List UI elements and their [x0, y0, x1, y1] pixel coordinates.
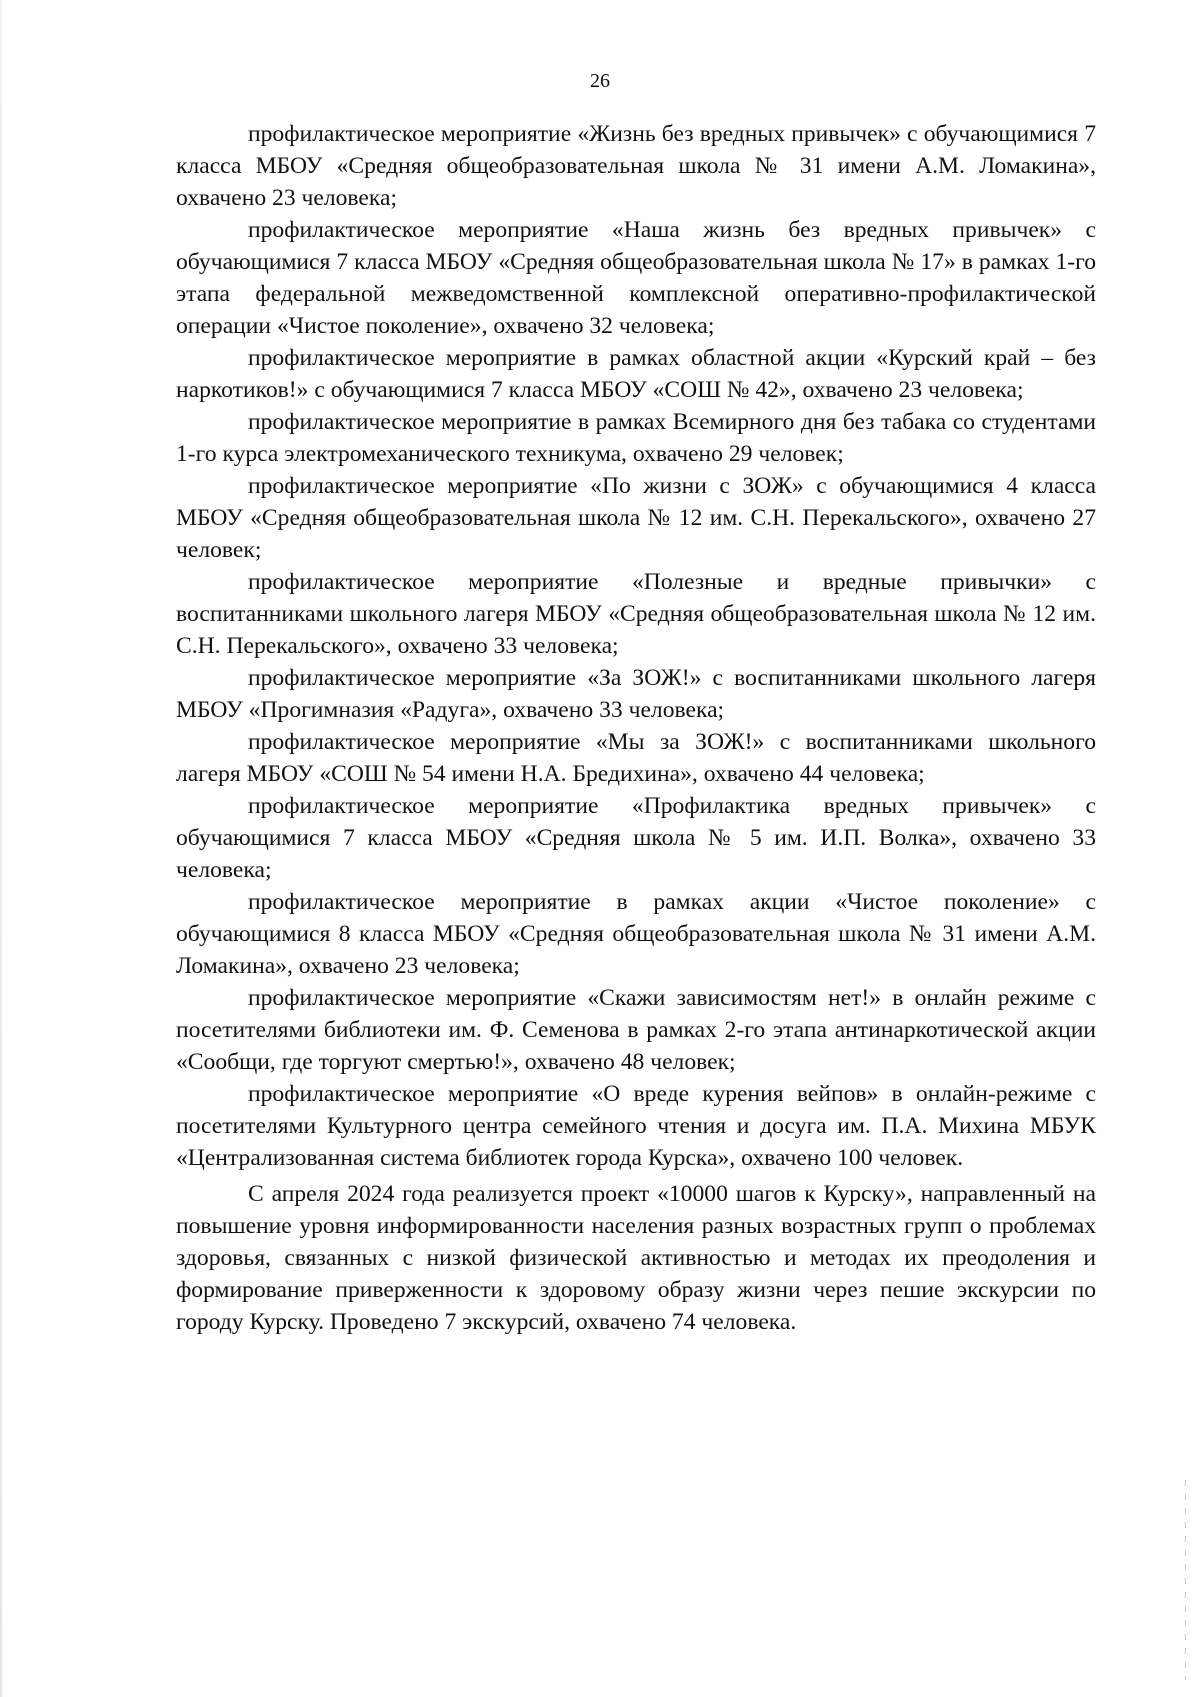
- paragraph-event-2: профилактическое мероприятие «Наша жизнь без вредных привычек» с обучающимися 7 класса МБОУ «Средняя общеобразовательная школа № 17» в рамках 1-го этапа федеральной межведомственной комплексной оперативно-профилактической операции «Чистое поколение», охвачено 32 человека;: [176, 217, 1096, 339]
- paragraph-event-4: профилактическое мероприятие в рамках Всемирного дня без табака со студентами 1-го курса электромеханического техникума, охвачено 29 человек;: [176, 409, 1096, 467]
- paragraph-event-5: профилактическое мероприятие «По жизни с ЗОЖ» с обучающимися 4 класса МБОУ «Средняя общеобразовательная школа № 12 им. С.Н. Перекальского», охвачено 27 человек;: [176, 473, 1096, 563]
- scan-edge-mark: [1185, 1480, 1186, 1680]
- paragraph-event-12: профилактическое мероприятие «О вреде курения вейпов» в онлайн-режиме с посетителями Культурного центра семейного чтения и досуга им. П.А. Михина МБУК «Централизованная система библиотек города Курска», охвачено 100 человек.: [176, 1081, 1096, 1171]
- paragraph-event-10: профилактическое мероприятие в рамках акции «Чистое поколение» с обучающимися 8 класса МБОУ «Средняя общеобразовательная школа № 31 имени А.М. Ломакина», охвачено 23 человека;: [176, 889, 1096, 979]
- scan-edge-shadow: [0, 0, 2, 1697]
- paragraph-event-8: профилактическое мероприятие «Мы за ЗОЖ!» с воспитанниками школьного лагеря МБОУ «СОШ № 54 имени Н.А. Бредихина», охвачено 44 человека;: [176, 729, 1096, 787]
- paragraph-event-11: профилактическое мероприятие «Скажи зависимостям нет!» в онлайн режиме с посетителями библиотеки им. Ф. Семенова в рамках 2-го этапа антинаркотической акции «Сообщи, где торгуют смертью!», охвачено 48 человек;: [176, 985, 1096, 1075]
- paragraph-event-9: профилактическое мероприятие «Профилактика вредных привычек» с обучающимися 7 класса МБОУ «Средняя школа № 5 им. И.П. Волка», охвачено 33 человека;: [176, 793, 1096, 883]
- paragraph-project-summary: С апреля 2024 года реализуется проект «10000 шагов к Курску», направленный на повышение уровня информированности населения разных возрастных групп о проблемах здоровья, связанных с низкой физической активностью и методах их преодоления и формирование приверженности к здоровому образу жизни через пешие экскурсии по городу Курску. Проведено 7 экскурсий, охвачено 74 человека.: [176, 1181, 1096, 1335]
- document-body: [176, 118, 1096, 1338]
- paragraph-event-3: профилактическое мероприятие в рамках областной акции «Курский край – без наркотиков!» с обучающимися 7 класса МБОУ «СОШ № 42», охвачено 23 человека;: [176, 345, 1096, 403]
- page-number: 26: [590, 70, 610, 92]
- paragraph-event-1: профилактическое мероприятие «Жизнь без вредных привычек» с обучающимися 7 класса МБОУ «Средняя общеобразовательная школа № 31 имени А.М. Ломакина», охвачено 23 человека;: [176, 121, 1096, 211]
- paragraph-event-7: профилактическое мероприятие «За ЗОЖ!» с воспитанниками школьного лагеря МБОУ «Прогимназия «Радуга», охвачено 33 человека;: [176, 665, 1096, 723]
- paragraph-event-6: профилактическое мероприятие «Полезные и вредные привычки» с воспитанниками школьного лагеря МБОУ «Средняя общеобразовательная школа № 12 им. С.Н. Перекальского», охвачено 33 человека;: [176, 569, 1096, 659]
